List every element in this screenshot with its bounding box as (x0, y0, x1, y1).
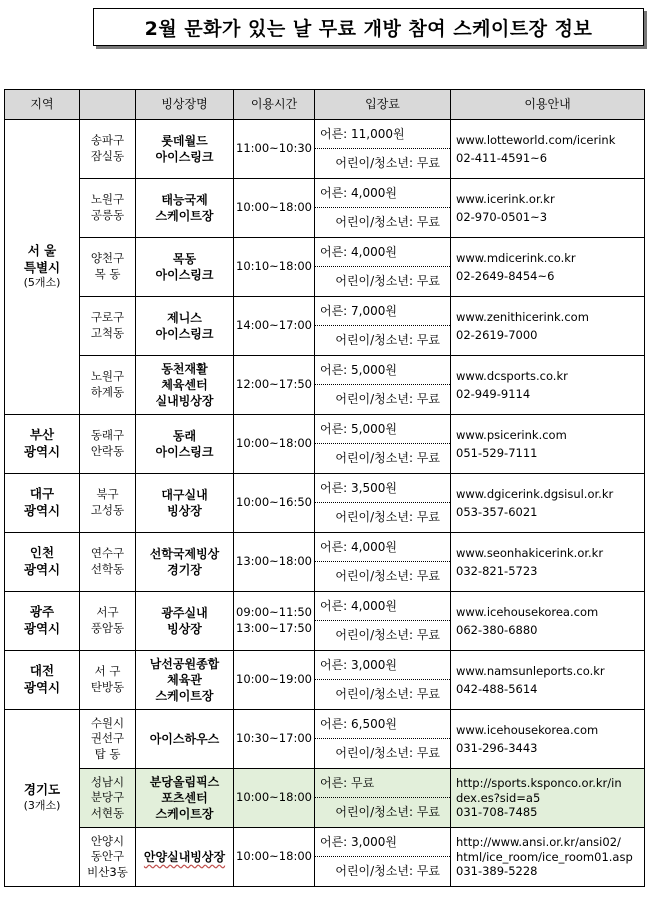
region-cell: 경기도 (3개소) (5, 710, 80, 887)
region-cell: 대전 광역시 (5, 651, 80, 710)
region-cell: 인천 광역시 (5, 533, 80, 592)
table-row (5, 533, 645, 592)
website-link[interactable]: http://sports.ksponco.or.kr/in (456, 775, 622, 790)
phone-number: 051-529-7111 (456, 446, 538, 460)
rink-name: 태능국제 스케이트장 (136, 179, 234, 238)
phone-number: 02-2649-8454~6 (456, 269, 555, 283)
guide-cell (451, 415, 645, 474)
hours-cell: 12:00~17:50 (234, 356, 315, 415)
page-title: 2월 문화가 있는 날 무료 개방 참여 스케이트장 정보 (144, 17, 593, 40)
table-row (5, 238, 645, 297)
hours-cell: 10:00~18:00 (234, 179, 315, 238)
fee-cell: 어른: 4,000원 어린이/청소년: 무료 (315, 533, 451, 592)
region-cell (5, 120, 80, 415)
website-link[interactable]: www.zenithicerink.com (456, 309, 589, 324)
fee-cell: 어른: 6,500원 어린이/청소년: 무료 (315, 710, 451, 769)
table-row (5, 179, 645, 238)
website-link[interactable]: www.seonhakicerink.or.kr (456, 545, 604, 560)
guide-cell (451, 120, 645, 179)
district-cell: 노원구 공릉동 (80, 179, 136, 238)
website-link[interactable]: www.dcsports.co.kr (456, 368, 568, 383)
hours-cell: 10:00~18:00 (234, 415, 315, 474)
fee-cell: 어른: 5,000원 어린이/청소년: 무료 (315, 415, 451, 474)
district-cell: 수원시 권선구 탑 동 (80, 710, 136, 769)
fee-cell: 어른: 11,000원 어린이/청소년: 무료 (315, 120, 451, 179)
phone-number: 032-821-5723 (456, 564, 538, 578)
phone-number: 02-2619-7000 (456, 328, 538, 342)
hours-cell: 11:00~10:30 (234, 120, 315, 179)
region-name: 특별시 (23, 259, 61, 275)
rink-name: 대구실내 빙상장 (136, 474, 234, 533)
guide-cell (451, 651, 645, 710)
guide-cell (451, 533, 645, 592)
website-link[interactable]: html/ice_room/ice_room01.asp (456, 849, 633, 864)
region-cell: 광주 광역시 (5, 592, 80, 651)
table-row (5, 120, 645, 179)
table-row (5, 415, 645, 474)
guide-cell (451, 474, 645, 533)
fee-cell: 어른: 4,000원 어린이/청소년: 무료 (315, 238, 451, 297)
title-box (93, 8, 644, 46)
rink-name: 선학국제빙상 경기장 (136, 533, 234, 592)
header-guide: 이용안내 (451, 90, 645, 120)
region-cell: 대구 광역시 (5, 474, 80, 533)
rink-name: 안양실내빙상장 (136, 828, 234, 887)
rink-name: 동천재활 체육센터 실내빙상장 (136, 356, 234, 415)
district-cell: 안양시 동안구 비산3동 (80, 828, 136, 887)
table-row (5, 710, 645, 769)
phone-number: 02-949-9114 (456, 387, 531, 401)
phone-number: 031-708-7485 (456, 805, 538, 820)
phone-number: 042-488-5614 (456, 682, 538, 696)
website-link[interactable]: www.icehousekorea.com (456, 604, 599, 619)
rink-name: 목동 아이스링크 (136, 238, 234, 297)
table-row (5, 356, 645, 415)
district-cell: 동래구 안락동 (80, 415, 136, 474)
phone-number: 031-389-5228 (456, 864, 538, 879)
fee-cell: 어른: 7,000원 어린이/청소년: 무료 (315, 297, 451, 356)
fee-cell: 어른: 3,000원 어린이/청소년: 무료 (315, 828, 451, 887)
website-link[interactable]: www.namsunleports.co.kr (456, 663, 605, 678)
hours-cell: 14:00~17:00 (234, 297, 315, 356)
hours-cell: 09:00~11:50 13:00~17:50 (234, 592, 315, 651)
rink-name: 광주실내 빙상장 (136, 592, 234, 651)
hours-cell: 10:00~16:50 (234, 474, 315, 533)
phone-number: 053-357-6021 (456, 505, 538, 519)
header-region: 지역 (5, 90, 80, 120)
fee-cell: 어른: 5,000원 어린이/청소년: 무료 (315, 356, 451, 415)
table-row (5, 474, 645, 533)
header-district (80, 90, 136, 120)
table-row (5, 769, 645, 828)
hours-cell: 10:00~19:00 (234, 651, 315, 710)
rink-name: 제니스 아이스링크 (136, 297, 234, 356)
district-cell: 구로구 고척동 (80, 297, 136, 356)
rink-name: 분당올림픽스 포츠센터 스케이트장 (136, 769, 234, 828)
rink-name: 남선공원종합 체육관 스케이트장 (136, 651, 234, 710)
district-cell: 서 구 탄방동 (80, 651, 136, 710)
website-link[interactable]: www.mdicerink.co.kr (456, 250, 576, 265)
fee-cell: 어른: 3,500원 어린이/청소년: 무료 (315, 474, 451, 533)
district-cell: 노원구 하계동 (80, 356, 136, 415)
table-row (5, 828, 645, 887)
district-cell: 양천구 목 동 (80, 238, 136, 297)
table-row (5, 592, 645, 651)
phone-number: 02-411-4591~6 (456, 151, 548, 165)
hours-cell: 10:00~18:00 (234, 769, 315, 828)
phone-number: 062-380-6880 (456, 623, 538, 637)
fee-cell: 어른: 무료 어린이/청소년: 무료 (315, 769, 451, 828)
district-cell: 연수구 선학동 (80, 533, 136, 592)
fee-cell: 어른: 3,000원 어린이/청소년: 무료 (315, 651, 451, 710)
website-link[interactable]: www.icerink.or.kr (456, 191, 555, 206)
region-count: (5개소) (23, 276, 61, 290)
website-link[interactable]: dex.es?sid=a5 (456, 790, 541, 805)
rink-name: 롯데월드 아이스링크 (136, 120, 234, 179)
website-link[interactable]: http://www.ansi.or.kr/ansi02/ (456, 834, 621, 849)
table-row (5, 651, 645, 710)
phone-number: 031-296-3443 (456, 741, 538, 755)
table-row (5, 297, 645, 356)
region-count: (3개소) (23, 799, 61, 813)
district-cell: 서구 풍암동 (80, 592, 136, 651)
hours-cell: 10:30~17:00 (234, 710, 315, 769)
rink-name: 동래 아이스링크 (136, 415, 234, 474)
guide-cell (451, 238, 645, 297)
guide-cell (451, 356, 645, 415)
fee-cell: 어른: 4,000원 어린이/청소년: 무료 (315, 592, 451, 651)
hours-cell: 13:00~18:00 (234, 533, 315, 592)
hours-cell: 10:00~18:00 (234, 828, 315, 887)
header-hours: 이용시간 (234, 90, 315, 120)
guide-cell (451, 179, 645, 238)
website-link[interactable]: www.psicerink.com (456, 427, 567, 442)
rink-table (4, 89, 645, 887)
table-header (5, 90, 645, 120)
guide-cell (451, 592, 645, 651)
district-cell: 북구 고성동 (80, 474, 136, 533)
website-link[interactable]: www.icehousekorea.com (456, 722, 599, 737)
region-cell: 부산 광역시 (5, 415, 80, 474)
guide-cell (451, 710, 645, 769)
website-link[interactable]: www.dgicerink.dgsisul.or.kr (456, 486, 614, 501)
rink-name: 아이스하우스 (136, 710, 234, 769)
guide-cell (451, 769, 645, 828)
fee-cell: 어른: 4,000원 어린이/청소년: 무료 (315, 179, 451, 238)
guide-cell (451, 828, 645, 887)
phone-number: 02-970-0501~3 (456, 210, 548, 224)
website-link[interactable]: www.lotteworld.com/icerink (456, 132, 616, 147)
header-fee: 입장료 (315, 90, 451, 120)
hours-cell: 10:10~18:00 (234, 238, 315, 297)
region-name: 서 울 (27, 242, 57, 258)
district-cell: 송파구 잠실동 (80, 120, 136, 179)
guide-cell (451, 297, 645, 356)
header-rink: 빙상장명 (136, 90, 234, 120)
district-cell: 성남시 분당구 서현동 (80, 769, 136, 828)
